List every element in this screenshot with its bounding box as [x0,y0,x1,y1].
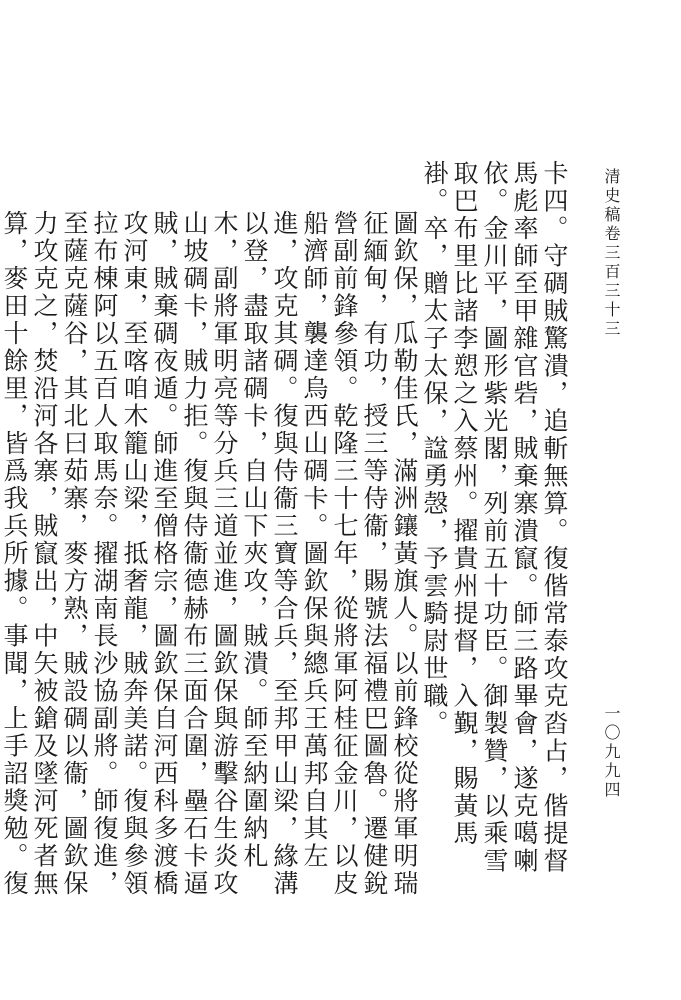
page-number: 一〇九九四 [602,705,621,800]
continuation-paragraph: 卡四。守碉賊驚潰，追斬無算。復偕常泰攻克㳫占，偕提督馬彪率師至甲雜官砦，賊棄寨潰竄。師三路畢會，遂克噶喇依。金川平，圖形紫光閣，列前五十功臣。御製贊，以乘雪取巴布里比諸李愬之入蔡州。擢貴州提督，入覲，賜黃馬褂。卒，贈太子太保，諡勇愨，予雲騎尉世職。 [420,160,569,875]
biography-paragraph: 圖欽保，瓜勒佳氏，滿洲鑲黃旗人。以前鋒校從將軍明瑞征緬甸，有功，授三等侍衞，賜號法福禮巴圖魯。遷健銳營副前鋒參領。乾隆三十七年，從將軍阿桂征金川，以皮船濟師，襲達烏西山碉卡。圖欽保與總兵王萬邦自其左進，攻克其碉。復與侍衞三寶等合兵，至邦甲山梁，緣溝以登，盡取諸碉卡，自山下夾攻，賊潰。師至納圍納札木，副將軍明亮等分兵三道並進，圖欽保與游擊谷生炎攻山坡碉卡，賊力拒。復與侍衞德赫布三面合圍，壘石卡逼賊，賊棄碉夜遁。師進至僧格宗，圖欽保自河西科多渡橋攻河東，至喀咱木籠山梁，抵奢龍，賊奔美諾。復與參領拉布棟阿以五百人取馬奈。擢湖南長沙協副將。師復進，至薩克薩谷，其北曰茹寨，麥方熟，賊設碉以衞，圖欽保力攻克之，焚沿河各寨，賊竄出，中矢被鎗及墜河死者無算，麥田十餘里，皆爲我兵所據。事聞，上手詔獎勉。復 [0,210,419,898]
book-title: 清史稿卷三百三十三 [602,168,621,339]
body-text [0,160,569,900]
